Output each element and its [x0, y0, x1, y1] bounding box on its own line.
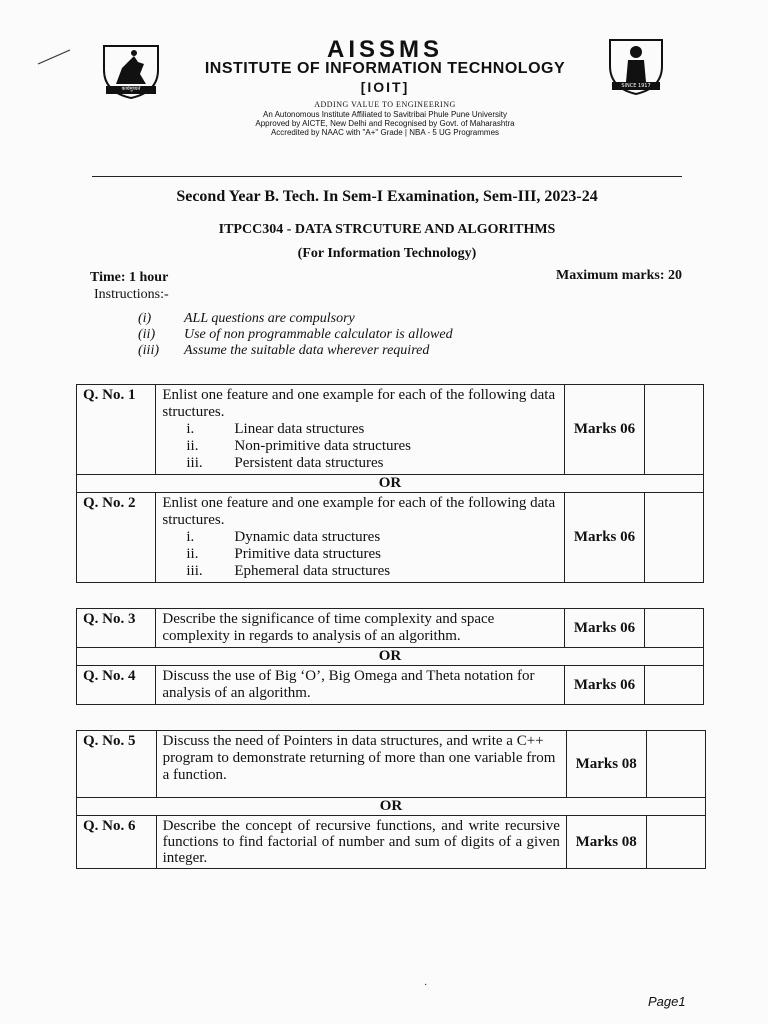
marks-cell: Marks 08 [566, 816, 646, 869]
item-num: iii. [186, 563, 203, 579]
item-text: Primitive data structures [234, 546, 382, 562]
list-item [162, 546, 558, 563]
instructions-label: Instructions:- [94, 287, 169, 302]
header-ioit: [IOIT] [360, 79, 410, 95]
course-title: ITPCC304 - DATA STRCUTURE AND ALGORITHMS [218, 222, 556, 237]
page-number: Page1 [648, 994, 686, 1009]
instruction-item [138, 343, 453, 359]
exam-title: Second Year B. Tech. In Sem-I Examination, Sem-III, 2023-24 [176, 188, 598, 205]
right-logo [606, 34, 666, 96]
or-separator: OR [77, 798, 706, 816]
blank-cell [644, 609, 703, 648]
time-label: Time: 1 hour [90, 270, 169, 285]
table-row [77, 798, 706, 816]
left-logo-text: कार्यमुच्यते [121, 86, 141, 92]
question-table-2 [76, 608, 704, 705]
list-item [162, 563, 558, 580]
item-num: ii. [186, 438, 199, 454]
item-num: ii. [186, 546, 199, 562]
question-number: Q. No. 4 [77, 666, 156, 705]
question-text-cell [156, 385, 565, 475]
table-row [77, 816, 706, 869]
instruction-num: (ii) [138, 327, 156, 342]
list-item [162, 438, 558, 455]
instruction-num: (i) [138, 311, 152, 326]
marks-cell: Marks 06 [565, 666, 644, 705]
blank-cell [646, 816, 706, 869]
question-number: Q. No. 2 [77, 493, 156, 583]
header-divider [92, 176, 682, 177]
question-text: Enlist one feature and one example for each of the following data structures. [162, 387, 556, 420]
list-item [162, 455, 558, 472]
item-num: iii. [186, 455, 203, 471]
header-institute: INSTITUTE OF INFORMATION TECHNOLOGY [204, 60, 566, 77]
question-number: Q. No. 1 [77, 385, 156, 475]
instruction-item [138, 327, 453, 343]
header-line2: Approved by AICTE, New Delhi and Recognised by Govt. of Maharashtra [255, 119, 515, 128]
marks-cell: Marks 08 [566, 731, 646, 798]
question-text: Describe the significance of time complexity and space complexity in regards to analysis of an algorithm. [156, 609, 565, 648]
question-number: Q. No. 3 [77, 609, 156, 648]
item-text: Non-primitive data structures [234, 438, 411, 454]
marks-cell: Marks 06 [565, 493, 644, 583]
header-line3: Accredited by NAAC with "A+" Grade | NBA - 5 UG Programmes [270, 128, 500, 137]
question-text-cell [156, 493, 565, 583]
item-num: i. [186, 529, 195, 545]
blank-cell [644, 666, 703, 705]
question-text: Enlist one feature and one example for each of the following data structures. [162, 495, 556, 528]
list-item [162, 529, 558, 546]
max-marks-label: Maximum marks: 20 [556, 268, 682, 283]
instructions-list [138, 311, 453, 359]
pen-mark [34, 46, 74, 68]
item-text: Persistent data structures [234, 455, 384, 471]
right-logo-text: SINCE 1917 [621, 83, 651, 89]
question-text: Discuss the need of Pointers in data structures, and write a C++ program to demonstrate returning of more than one variable from a function. [156, 731, 566, 798]
question-number: Q. No. 6 [77, 816, 157, 869]
question-table-1 [76, 384, 704, 583]
or-separator: OR [77, 475, 704, 493]
table-row [77, 609, 704, 648]
instruction-item [138, 311, 453, 327]
instruction-num: (iii) [138, 343, 159, 358]
blank-cell [644, 385, 703, 475]
question-table-3 [76, 730, 706, 869]
or-separator: OR [77, 648, 704, 666]
header-line1: An Autonomous Institute Affiliated to Savitribai Phule Pune University [263, 110, 507, 119]
left-logo [100, 40, 162, 100]
question-text: Discuss the use of Big ‘O’, Big Omega and Theta notation for analysis of an algorithm. [156, 666, 565, 705]
marks-cell: Marks 06 [565, 609, 644, 648]
blank-cell [646, 731, 706, 798]
marks-cell: Marks 06 [565, 385, 644, 475]
header-aissms: AISSMS [326, 36, 443, 63]
speck: · [424, 980, 428, 991]
question-number: Q. No. 5 [77, 731, 157, 798]
branch-title: (For Information Technology) [297, 246, 477, 261]
instruction-text: Use of non programmable calculator is allowed [184, 327, 453, 342]
table-row [77, 475, 704, 493]
blank-cell [644, 493, 703, 583]
item-text: Ephemeral data structures [234, 563, 391, 579]
header-tagline: ADDING VALUE TO ENGINEERING [314, 100, 456, 109]
item-num: i. [186, 421, 195, 437]
question-text: Describe the concept of recursive functions, and write recursive functions to find factorial of number and sum of digits of a given integer. [156, 816, 566, 869]
instruction-text: Assume the suitable data wherever required [184, 343, 430, 358]
table-row [77, 666, 704, 705]
table-row [77, 731, 706, 798]
item-text: Dynamic data structures [234, 529, 381, 545]
item-text: Linear data structures [234, 421, 365, 437]
table-row [77, 493, 704, 583]
table-row [77, 385, 704, 475]
list-item [162, 421, 558, 438]
table-row [77, 648, 704, 666]
instruction-text: ALL questions are compulsory [184, 311, 355, 326]
